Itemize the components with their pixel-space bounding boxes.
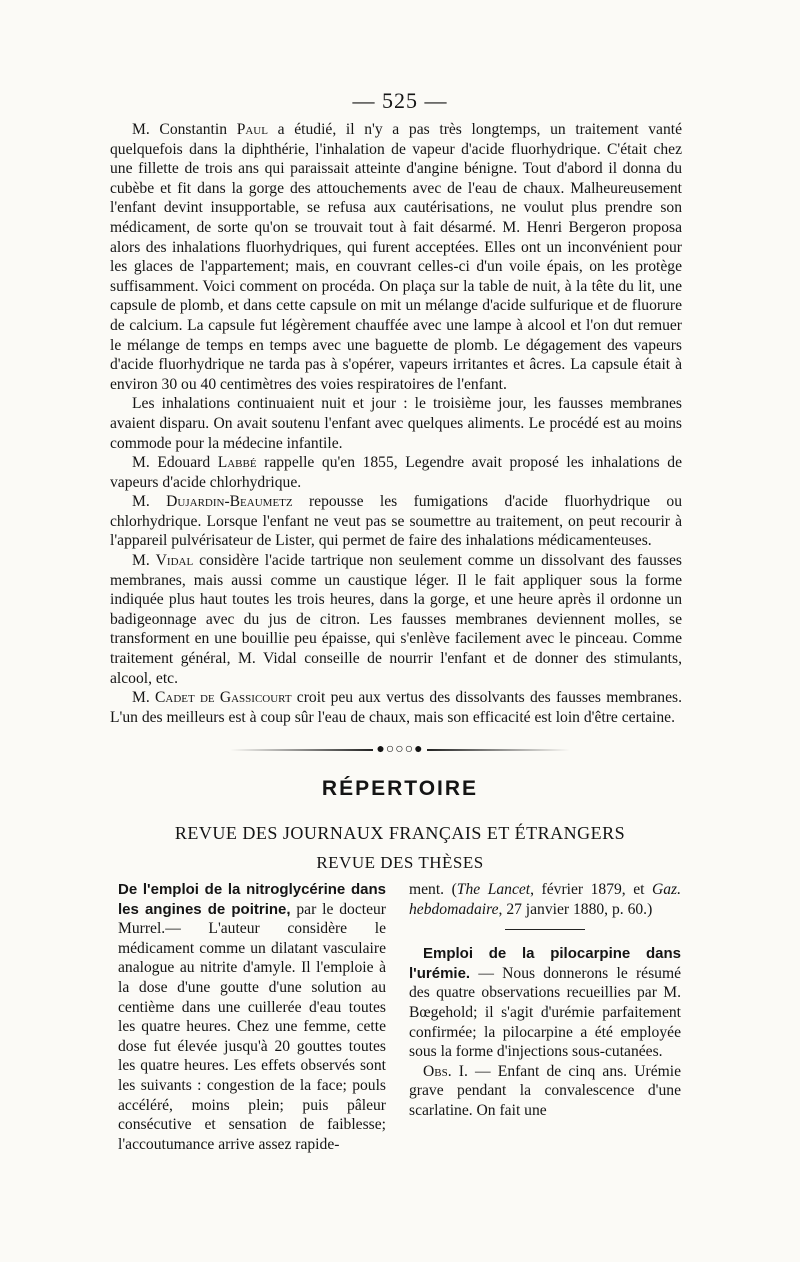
observation-one: Obs. I. — Enfant de cinq ans. Urémie grave pendant la convalescence d'une scarlatine. On fait une (409, 1062, 682, 1119)
page-number: — 525 — (352, 88, 448, 113)
name-labbe: Labbé (217, 454, 257, 472)
section-subheading-theses: REVUE DES THÈSES (316, 853, 484, 872)
divider-right-rule (427, 749, 570, 751)
ornamental-divider (230, 742, 570, 758)
paragraph-inhalations: Les inhalations continuaient nuit et jour : le troisième jour, les fausses membranes avaient disparu. On avait soutenu l'enfant avec quelques aliments. Le procédé est au moins commode pour la médecine infantile. (110, 395, 682, 452)
name-paul: Paul (236, 121, 268, 138)
observation-label: Obs. I. (423, 1062, 468, 1080)
source-gazette: Gaz. hebdomadaire (409, 881, 682, 918)
paragraph-cadet-de-gassicourt: M. Cadet de Gassicourt croit peu aux vertus des dissolvants des fausses membranes. L'un des meilleurs est à coup sûr l'eau de chaux, mais son efficacité est loin d'être certaine. (110, 689, 682, 726)
name-vidal: Vidal (155, 552, 194, 570)
divider-left-rule (230, 749, 373, 751)
name-dujardin-beaumetz: Dujardin-Beaumetz (166, 493, 293, 511)
article-pilocarpine: Emploi de la pilocarpine dans l'urémie. — Nous donnerons le résumé des quatre observations recueillies par M. Bœgehold; il s'agit d'urémie parfaitement confirmée; la pilocarpine a été employée sous la forme d'injections sous-cutanées. (409, 945, 681, 1061)
paragraph-vidal: M. Vidal considère l'acide tartrique non seulement comme un dissolvant des fausses membranes, mais aussi comme un caustique léger. Il le fait appliquer sous la forme indiquée plus haut toutes les trois heures, dans la gorge, et une heure après il ordonne un badigeonnage avec du jus de citron. Les fausses membranes deviennent molles, se transforment en une bouillie peu épaisse, qui s'enlève facilement avec le pinceau. Comme traitement général, M. Vidal conseille de nourrir l'enfant et de donner des stimulants, alcool, etc. (110, 552, 682, 687)
paragraph-labbe: M. Edouard Labbé rappelle qu'en 1855, Legendre avait proposé les inhalations de vapeurs d'acide chlorhydrique. (110, 454, 682, 491)
section-heading: RÉPERTOIRE (321, 777, 479, 800)
divider-ornament: ●○○○● (376, 742, 424, 757)
article-title-pilocarpine: Emploi de la pilocarpine dans l'urémie. (409, 945, 681, 982)
right-column (409, 880, 681, 1121)
article-nitroglycerine: De l'emploi de la nitroglycérine dans les angines de poitrine, par le docteur Murrel.— L'auteur considère le médicament comme un dilatant vasculaire analogue au nitrite d'amyle. Il l'emploie à la dose d'une goutte d'une solution au centième dans une cuillerée d'eau toutes les quatre heures. Chez une femme, cette dose fut élevée jusqu'à 20 gouttes toutes les quatre heures. Les effets observés sont les suivants : congestion de la face; pouls accéléré, moins plein; puis pâleur consécutive et sensation de faiblesse; l'accoutumance arrive assez rapide- (118, 881, 386, 1153)
section-subheading: REVUE DES JOURNAUX FRANÇAIS ET ÉTRANGERS (174, 823, 626, 843)
name-cadet-de-gassicourt: Cadet de Gassicourt (155, 689, 292, 707)
article-title-nitroglycerine: De l'emploi de la nitroglycérine dans les angines de poitrine, (118, 881, 386, 918)
left-column (118, 880, 386, 1154)
paragraph-dujardin-beaumetz: M. Dujardin-Beaumetz repousse les fumigations d'acide fluorhydrique ou chlorhydrique. Lorsque l'enfant ne veut pas se soumettre au traitement, on peut recourir à l'appareil pulvérisateur de Lister, qui permet de faire des inhalations médicamenteuses. (110, 493, 683, 550)
discussion-text (110, 120, 682, 727)
paragraph-paul: M. Constantin Paul a étudié, il n'y a pas très longtemps, un traitement vanté quelquefois dans la diphthérie, l'inhalation de vapeur d'acide fluorhydrique. C'était chez une fillette de trois ans qui paraissait atteinte d'angine bénigne. Tout d'abord il donna du cubèbe et fit dans la gorge des attouchements avec de l'eau de chaux. Malheureusement l'enfant devint insupportable, se refusa aux cautérisations, ne voulut plus prendre son médicament, de sorte qu'on se trouvait tout à fait désarmé. M. Henri Bergeron proposa alors des inhalations fluorhydriques, qui furent acceptées. Elles ont un inconvénient pour les glaces de l'appartement; mais, en couvrant celles-ci d'un voile épais, on les protège suffisamment. Voici comment on procéda. On plaça sur la table de nuit, à la tête du lit, une capsule de plomb, et dans cette capsule on mit un mélange d'acide sulfurique et de fluorure de calcium. La capsule fut légèrement chauffée avec une lampe à alcool et l'on dut remuer le mélange de temps en temps avec une baguette de plomb. Le dégagement des vapeurs d'acide fluorhydrique ne tarda pas à s'opérer, vapeurs irritantes et âcres. La capsule était à environ 30 ou 40 centimètres des voies respiratoires de l'enfant. (110, 121, 682, 393)
article-separator (505, 929, 585, 930)
article-continuation: ment. (The Lancet, février 1879, et Gaz. hebdomadaire, 27 janvier 1880, p. 60.) (409, 881, 682, 918)
source-lancet: The Lancet (456, 881, 531, 898)
